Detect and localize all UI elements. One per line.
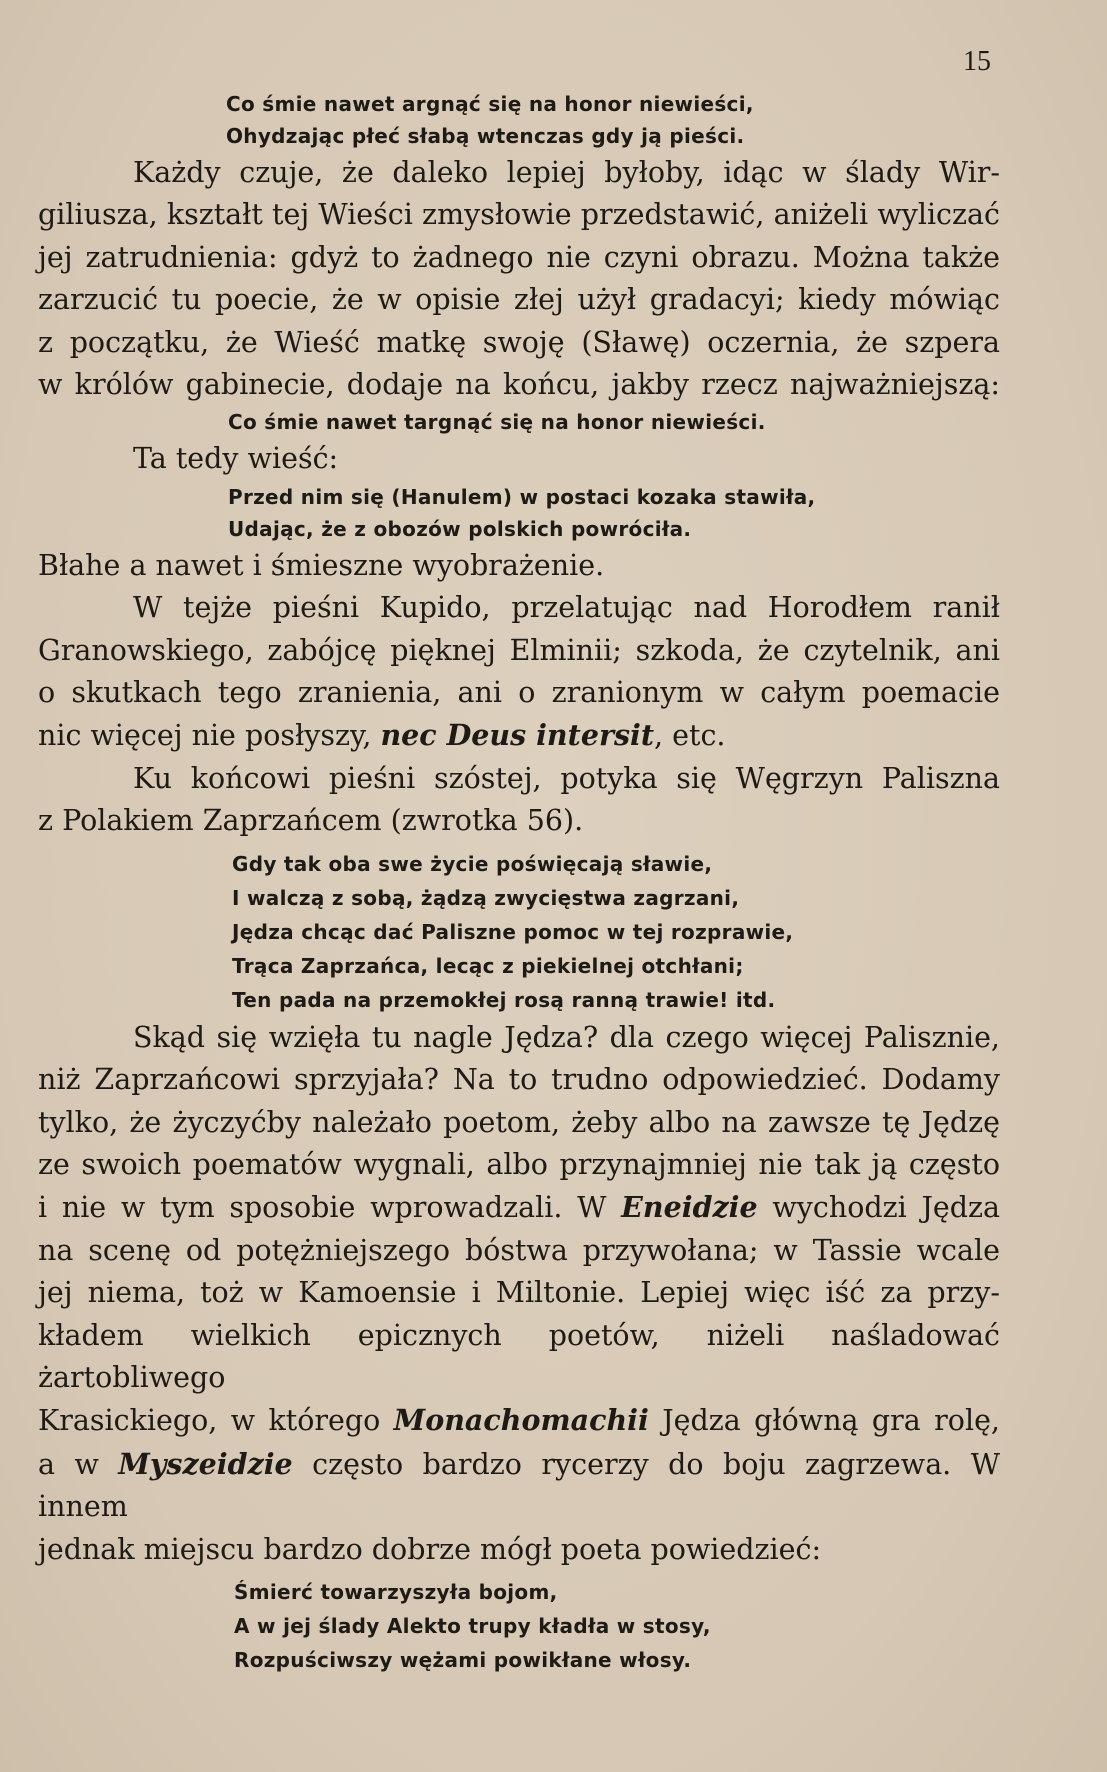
text-line: ze swoich poematów wygnali, albo przynajmniej nie tak ją często <box>38 1147 1000 1181</box>
text-line: giliusza, kształt tej Wieści zmysłowie przedstawić, aniżeli wyliczać <box>38 198 1000 232</box>
italic-title: Eneidzie <box>621 1190 758 1225</box>
text-line: w królów gabinecie, dodaje na końcu, jakby rzecz najważniejszą: <box>38 368 1000 402</box>
text-line: Każdy czuje, że daleko lepiej byłoby, idąc w ślady Wir- <box>133 156 1000 189</box>
verse-quote-3 <box>38 481 1000 545</box>
verse-quote-5 <box>38 1575 1000 1677</box>
text-line: o skutkach tego zranienia, ani o zranionym w całym poemacie <box>38 676 1000 710</box>
verse-line: Ohydzając płeć słabą wtenczas gdy ją pieści. <box>226 124 745 148</box>
text-line: kładem wielkich epicznych poetów, niżeli naśladować żartobliwego <box>38 1318 1000 1394</box>
text-line: na scenę od potężniejszego bóstwa przywołana; w Tassie wcale <box>38 1233 1000 1267</box>
text-line: Granowskiego, zabójcę pięknej Elminii; szkoda, że czytelnik, ani <box>38 633 1000 667</box>
text-line: jej niema, toż w Kamoensie i Miltonie. Lepiej więc iść za przy- <box>38 1276 1000 1310</box>
text-line: niż Zaprzańcowi sprzyjała? Na to trudno odpowiedzieć. Dodamy <box>38 1063 1000 1097</box>
verse-line: Jędza chcąc dać Paliszne pomoc w tej rozprawie, <box>232 919 794 944</box>
text-line: Ku końcowi pieśni szóstej, potyka się Węgrzyn Paliszna <box>133 761 1000 795</box>
text-span: , etc. <box>654 719 726 753</box>
verse-line: I walczą z sobą, żądzą zwycięstwa zagrzani, <box>232 885 740 910</box>
text-line: jednak miejscu bardzo dobrze mógł poeta powiedzieć: <box>38 1532 822 1566</box>
text-line <box>38 714 1000 757</box>
verse-line: Co śmie nawet targnąć się na honor niewieści. <box>228 410 766 435</box>
page-number: 15 <box>963 46 991 77</box>
text-line: Ta tedy wieść: <box>133 442 339 476</box>
verse-line: Gdy tak oba swe życie poświęcają sławie, <box>232 851 713 876</box>
text-line: Skąd się wzięła tu nagle Jędza? dla czego więcej Palisznie, <box>133 1020 1000 1054</box>
verse-quote-1 <box>38 88 1000 152</box>
italic-title: Monachomachii <box>393 1403 649 1438</box>
paragraph-3 <box>38 758 1000 843</box>
text-line: z Polakiem Zaprzańcem (zwrotka 56). <box>38 804 584 838</box>
text-line <box>38 1399 1000 1442</box>
text-span: a w <box>38 1447 119 1481</box>
text-line: tylko, że życzyćby należało poetom, żeby albo na zawsze tę Jędzę <box>38 1105 1000 1139</box>
page-content <box>38 88 1000 1677</box>
verse-line: Trąca Zaprzańca, lecąc z piekielnej otchłani; <box>232 953 744 978</box>
text-span: wychodzi Jędza <box>757 1191 1000 1225</box>
verse-line: Przed nim się (Hanulem) w postaci kozaka stawiła, <box>228 484 816 509</box>
text-span: Krasickiego, w którego <box>38 1404 394 1438</box>
text-span: często bardzo rycerzy do boju zagrzewa. W innem <box>38 1447 1000 1524</box>
verse-line: Udając, że z obozów polskich powróciła. <box>228 516 692 541</box>
verse-line: Śmierć towarzyszyła bojom, <box>234 1579 558 1604</box>
verse-quote-4 <box>38 847 1000 1017</box>
text-span: nic więcej nie posłyszy, <box>38 719 381 753</box>
text-line: z początku, że Wieść matkę swoję (Sławę) oczernia, że szpera <box>38 325 1000 359</box>
italic-phrase: nec Deus intersit <box>380 718 654 753</box>
text-line: jej zatrudnienia: gdyż to żadnego nie czyni obrazu. Można także <box>38 240 1000 274</box>
text-span: Jędza główną gra rolę, <box>648 1404 1000 1438</box>
verse-line: A w jej ślady Alekto trupy kładła w stosy, <box>234 1613 711 1638</box>
verse-line: Rozpuściwszy wężami powikłane włosy. <box>234 1647 692 1672</box>
paragraph-4 <box>38 1017 1000 1571</box>
text-line: Błahe a nawet i śmieszne wyobrażenie. <box>38 548 605 582</box>
text-line <box>38 1443 1000 1529</box>
verse-quote-2 <box>38 406 1000 438</box>
paragraph-1 <box>38 152 1000 406</box>
paragraph-2 <box>38 587 1000 758</box>
verse-line: Ten pada na przemokłej rosą ranną trawie! itd. <box>232 987 776 1012</box>
italic-title: Myszeidzie <box>118 1446 293 1481</box>
text-span: i nie w tym sposobie wprowadzali. W <box>38 1191 622 1225</box>
text-line: W tejże pieśni Kupido, przelatując nad Horodłem ranił <box>133 591 1000 625</box>
verse-line: Co śmie nawet argnąć się na honor niewieści, <box>226 92 754 116</box>
text-line: zarzucić tu poecie, że w opisie złej użył gradacyi; kiedy mówiąc <box>38 283 1000 317</box>
text-line <box>38 1186 1000 1229</box>
